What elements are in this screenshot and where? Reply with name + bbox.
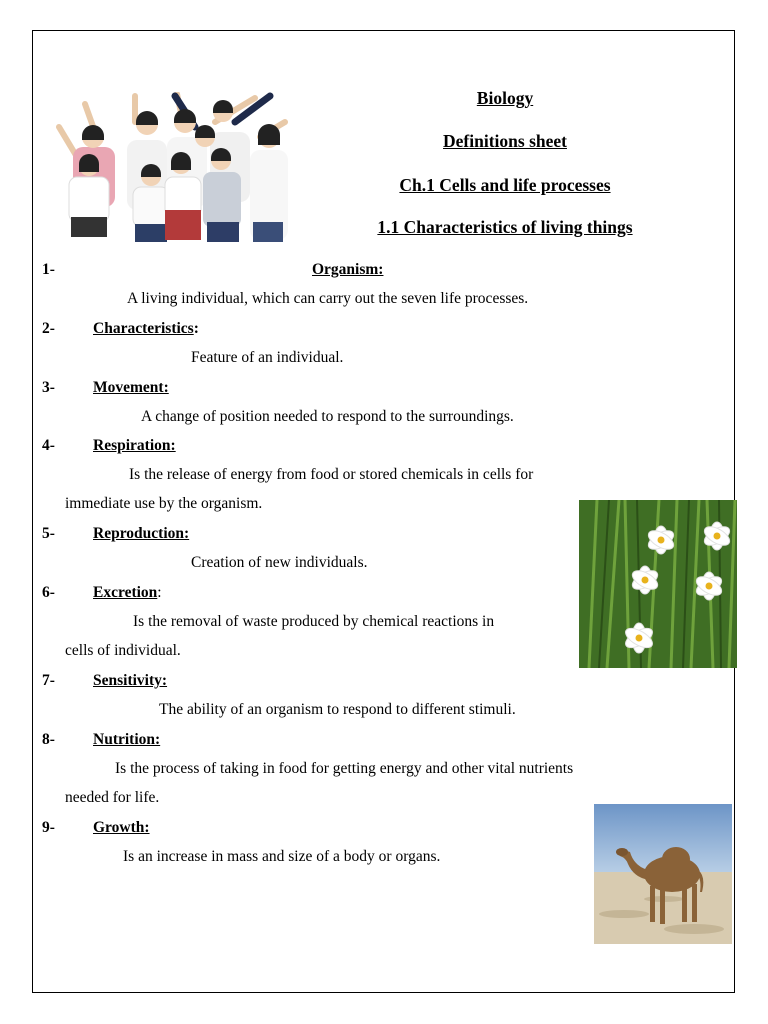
item-number: 1- <box>42 261 55 278</box>
term-reproduction: Reproduction: <box>93 525 190 542</box>
definition-growth: Is an increase in mass and size of a body or organs. <box>123 848 441 865</box>
term-movement: Movement: <box>93 379 169 396</box>
subject-title: Biology <box>476 88 534 108</box>
item-number: 7- <box>42 672 55 689</box>
definition-reproduction: Creation of new individuals. <box>191 554 368 571</box>
definition-nutrition: Is the process of taking in food for getting energy and other vital nutrients <box>115 760 574 777</box>
term-excretion: Excretion: <box>93 584 162 601</box>
term-characteristics: Characteristics: <box>93 320 199 337</box>
term-respiration: Respiration: <box>93 437 176 454</box>
term-organism: Organism: <box>312 261 384 278</box>
definition-characteristics: Feature of an individual. <box>191 349 344 366</box>
term-nutrition: Nutrition: <box>93 731 161 748</box>
definition-nutrition-cont: needed for life. <box>65 789 160 806</box>
term-growth: Growth: <box>93 819 150 836</box>
definition-organism: A living individual, which can carry out the seven life processes. <box>127 290 529 307</box>
camel-photo <box>594 804 732 944</box>
item-number: 9- <box>42 819 55 836</box>
definition-sensitivity: The ability of an organism to respond to different stimuli. <box>159 701 516 718</box>
chapter-title: Ch.1 Cells and life processes <box>399 175 611 195</box>
definition-movement: A change of position needed to respond to the surroundings. <box>141 408 514 425</box>
item-number: 5- <box>42 525 55 542</box>
sheet-title: Definitions sheet <box>443 131 567 151</box>
definition-excretion-cont: cells of individual. <box>65 642 181 659</box>
item-number: 6- <box>42 584 55 601</box>
item-number: 8- <box>42 731 55 748</box>
item-number: 2- <box>42 320 55 337</box>
daffodils-photo <box>579 500 737 668</box>
people-photo <box>55 92 300 242</box>
section-title: 1.1 Characteristics of living things <box>377 217 633 237</box>
item-number: 3- <box>42 379 55 396</box>
definition-respiration-cont: immediate use by the organism. <box>65 495 263 512</box>
term-sensitivity: Sensitivity: <box>93 672 168 689</box>
item-number: 4- <box>42 437 55 454</box>
definition-respiration: Is the release of energy from food or stored chemicals in cells for <box>129 466 534 483</box>
definition-excretion: Is the removal of waste produced by chemical reactions in <box>133 613 495 630</box>
